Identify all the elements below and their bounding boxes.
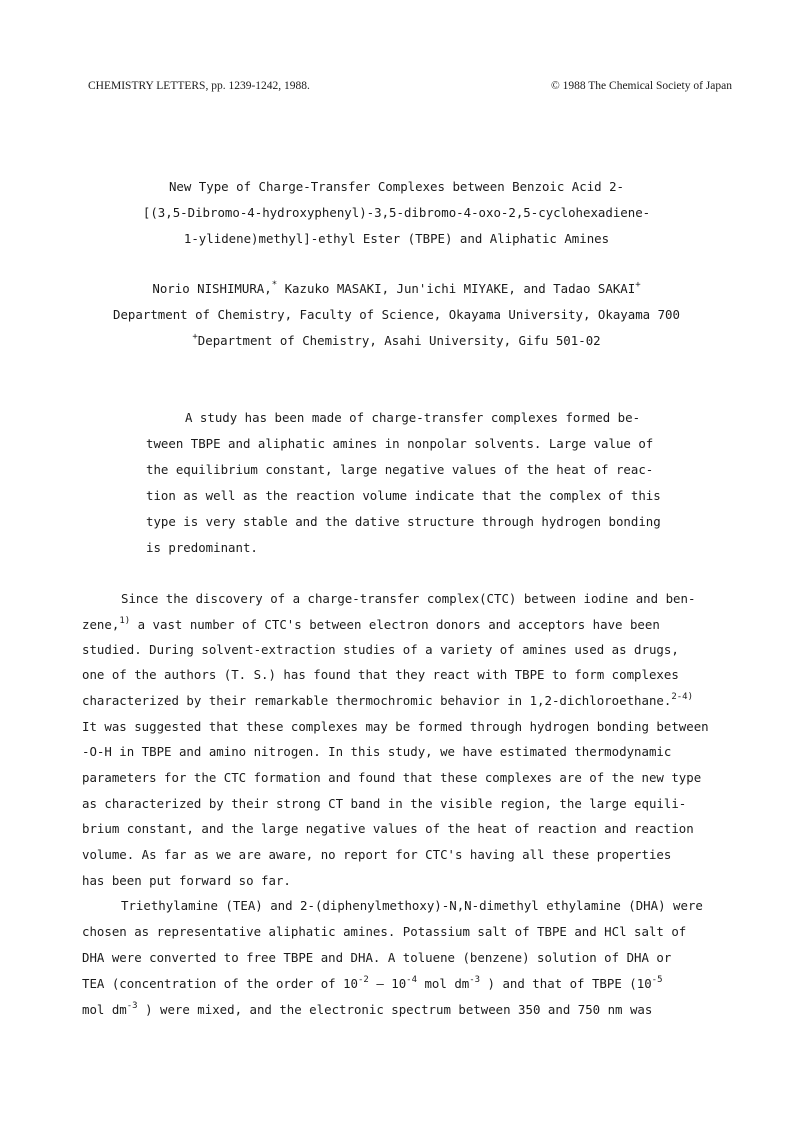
body-line bbox=[82, 1002, 652, 1017]
body-line: chosen as representative aliphatic amines. Potassium salt of TBPE and HCl salt of bbox=[82, 924, 687, 939]
author-others: Kazuko MASAKI, Jun'ichi MIYAKE, and Tadao SAKAI bbox=[277, 281, 636, 296]
reference-mark: 1) bbox=[119, 616, 131, 626]
affiliation-1: Department of Chemistry, Faculty of Science, Okayama University, Okayama 700 bbox=[113, 307, 680, 322]
author-line bbox=[0, 281, 793, 296]
title-line-2: [(3,5-Dibromo-4-hydroxyphenyl)-3,5-dibromo-4-oxo-2,5-cyclohexadiene- bbox=[142, 205, 651, 220]
body-line: -O-H in TBPE and amino nitrogen. In this study, we have estimated thermodynamic bbox=[82, 744, 672, 759]
affiliation-2-mark: + bbox=[192, 332, 198, 342]
title-line-1: New Type of Charge-Transfer Complexes between Benzoic Acid 2- bbox=[168, 179, 625, 194]
body-line bbox=[82, 976, 663, 991]
affiliation-mark: + bbox=[635, 280, 641, 290]
body-text: TEA (concentration of the order of 10 bbox=[82, 976, 359, 991]
body-line: It was suggested that these complexes may be formed through hydrogen bonding between bbox=[82, 719, 709, 734]
body-text: mol dm bbox=[417, 976, 470, 991]
copyright-notice: © 1988 The Chemical Society of Japan bbox=[551, 80, 732, 92]
abstract-line: tion as well as the reaction volume indicate that the complex of this bbox=[146, 488, 661, 503]
body-line: Since the discovery of a charge-transfer complex(CTC) between iodine and ben- bbox=[121, 591, 696, 606]
reference-mark: 2-4) bbox=[671, 692, 694, 702]
exponent: -2 bbox=[358, 975, 369, 985]
body-text: a vast number of CTC's between electron donors and acceptors have been bbox=[130, 617, 660, 632]
exponent: -3 bbox=[126, 1001, 138, 1011]
journal-citation: CHEMISTRY LETTERS, pp. 1239-1242, 1988. bbox=[88, 80, 310, 92]
body-line: has been put forward so far. bbox=[82, 873, 291, 888]
title-line-3: 1-ylidene)methyl]-ethyl Ester (TBPE) and Aliphatic Amines bbox=[183, 231, 610, 246]
abstract-line: type is very stable and the dative structure through hydrogen bonding bbox=[146, 514, 661, 529]
body-line: studied. During solvent-extraction studies of a variety of amines used as drugs, bbox=[82, 642, 679, 657]
body-line: DHA were converted to free TBPE and DHA. A toluene (benzene) solution of DHA or bbox=[82, 950, 672, 965]
body-text: mol dm bbox=[82, 1002, 127, 1017]
body-line bbox=[82, 617, 660, 632]
exponent: -4 bbox=[406, 975, 418, 985]
body-text: zene, bbox=[82, 617, 120, 632]
body-line bbox=[82, 693, 693, 708]
body-text: characterized by their remarkable thermochromic behavior in 1,2-dichloroethane. bbox=[82, 693, 672, 708]
abstract-line: tween TBPE and aliphatic amines in nonpolar solvents. Large value of bbox=[146, 436, 654, 451]
body-line: Triethylamine (TEA) and 2-(diphenylmethoxy)-N,N-dimethyl ethylamine (DHA) were bbox=[121, 898, 703, 913]
running-header bbox=[88, 80, 732, 100]
body-text: ) were mixed, and the electronic spectrum between 350 and 750 nm was bbox=[137, 1002, 653, 1017]
abstract-line: is predominant. bbox=[146, 540, 258, 555]
exponent: -3 bbox=[469, 975, 481, 985]
body-line: brium constant, and the large negative values of the heat of reaction and reaction bbox=[82, 821, 694, 836]
body-line: volume. As far as we are aware, no report for CTC's having all these properties bbox=[82, 847, 672, 862]
corresponding-mark: * bbox=[271, 280, 278, 290]
exponent: -5 bbox=[651, 975, 663, 985]
body-text: – 10 bbox=[368, 976, 407, 991]
body-line: parameters for the CTC formation and found that these complexes are of the new type bbox=[82, 770, 702, 785]
body-text: ) and that of TBPE (10 bbox=[480, 976, 652, 991]
abstract-line: the equilibrium constant, large negative values of the heat of reac- bbox=[146, 462, 654, 477]
affiliation-2-line bbox=[0, 333, 793, 348]
affiliation-2: Department of Chemistry, Asahi University, Gifu 501-02 bbox=[197, 333, 601, 348]
body-line: one of the authors (T. S.) has found that they react with TBPE to form complexes bbox=[82, 667, 679, 682]
author-nishimura: Norio NISHIMURA, bbox=[152, 281, 272, 296]
body-line: as characterized by their strong CT band in the visible region, the large equili- bbox=[82, 796, 687, 811]
abstract-line: A study has been made of charge-transfer complexes formed be- bbox=[185, 410, 641, 425]
